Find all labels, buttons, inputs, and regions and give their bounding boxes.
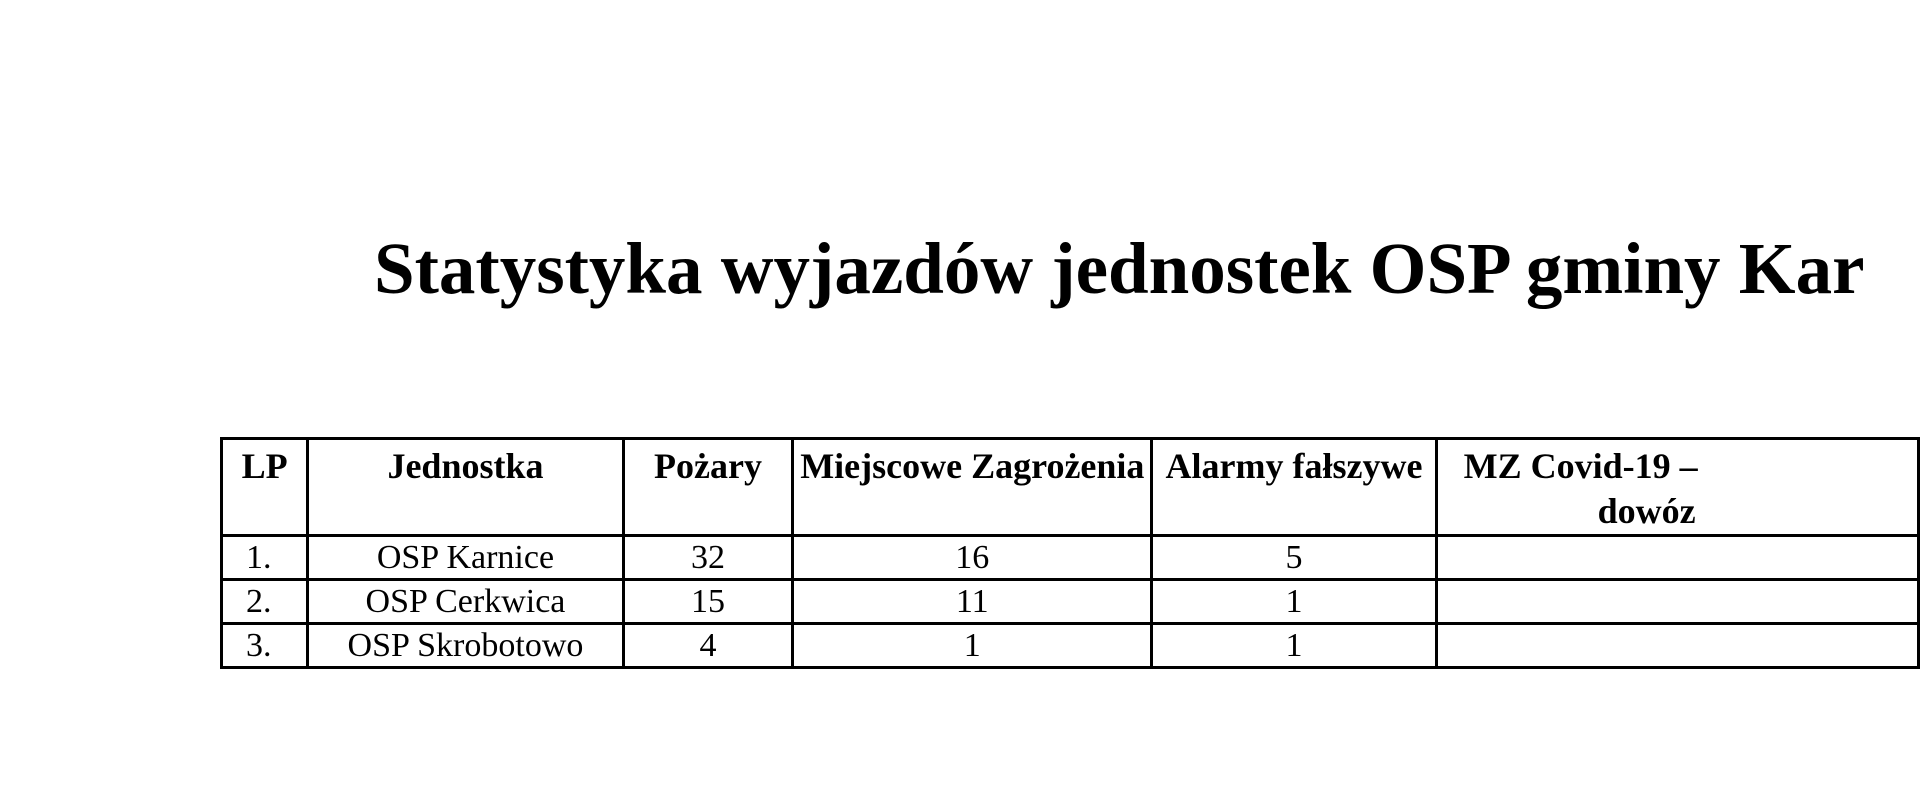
- col-header-jednostka: Jednostka: [308, 439, 624, 536]
- cell-miejscowe-zagrozenia: 1: [793, 624, 1152, 668]
- cell-pozary: 15: [623, 580, 792, 624]
- cell-jednostka: OSP Karnice: [308, 536, 624, 580]
- col-header-alarmy-falszywe: Alarmy fałszywe: [1152, 439, 1436, 536]
- cell-lp: 2.: [222, 580, 308, 624]
- page-title: Statystyka wyjazdów jednostek OSP gminy Kar: [374, 228, 1865, 309]
- cell-lp: 1.: [222, 536, 308, 580]
- cell-mz-covid: [1436, 624, 1918, 668]
- cell-mz-covid: [1436, 580, 1918, 624]
- cell-miejscowe-zagrozenia: 11: [793, 580, 1152, 624]
- col-header-lp: LP: [222, 439, 308, 536]
- cell-jednostka: OSP Cerkwica: [308, 580, 624, 624]
- cell-jednostka: OSP Skrobotowo: [308, 624, 624, 668]
- cell-pozary: 4: [623, 624, 792, 668]
- table-row: [222, 536, 1919, 580]
- col-header-mz-covid: [1436, 439, 1918, 536]
- statistics-table: [220, 437, 1920, 669]
- cell-miejscowe-zagrozenia: 16: [793, 536, 1152, 580]
- col-header-miejscowe-zagrozenia: Miejscowe Zagrożenia: [793, 439, 1152, 536]
- col-header-pozary: Pożary: [623, 439, 792, 536]
- col-header-mz-covid-line2: dowóz: [1597, 491, 1696, 531]
- table-header-row: [222, 439, 1919, 536]
- cell-alarmy-falszywe: 1: [1152, 624, 1436, 668]
- cell-lp: 3.: [222, 624, 308, 668]
- table-row: [222, 624, 1919, 668]
- cell-pozary: 32: [623, 536, 792, 580]
- col-header-mz-covid-line1: MZ Covid-19 –: [1463, 446, 1698, 486]
- cell-mz-covid: [1436, 536, 1918, 580]
- table-row: [222, 580, 1919, 624]
- cell-alarmy-falszywe: 1: [1152, 580, 1436, 624]
- cell-alarmy-falszywe: 5: [1152, 536, 1436, 580]
